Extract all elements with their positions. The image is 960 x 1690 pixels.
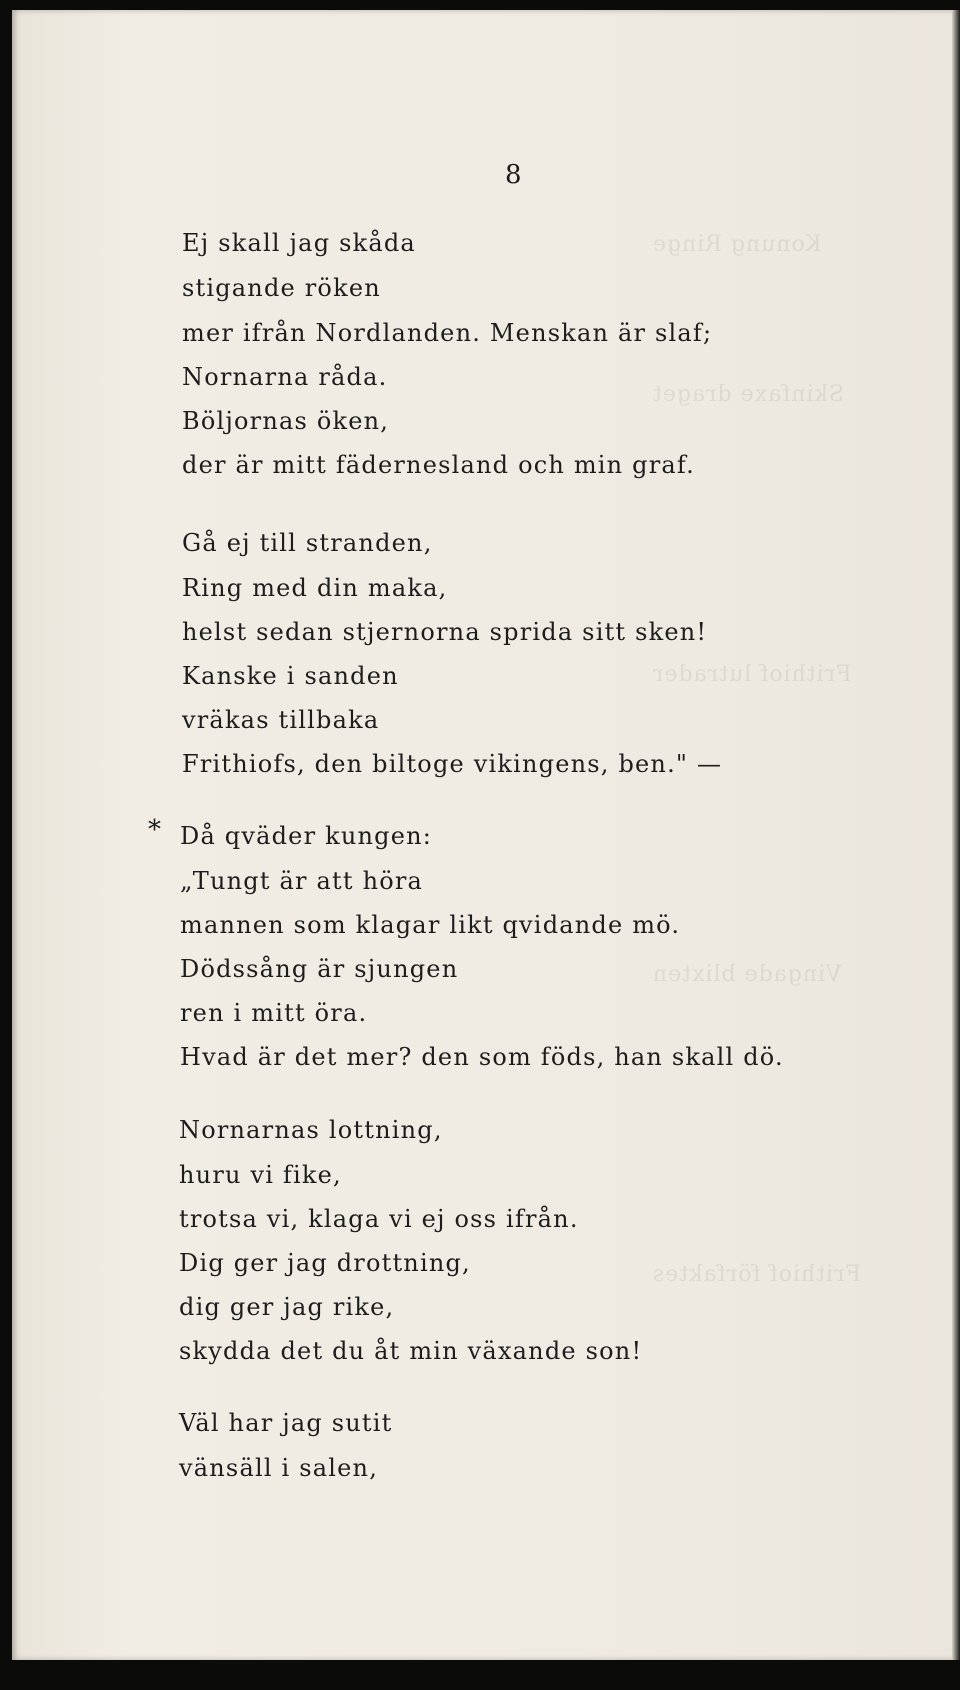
poem-line: Dödssång är sjungen bbox=[180, 955, 459, 983]
poem-line: mer ifrån Nordlanden. Menskan är slaf; bbox=[182, 319, 713, 347]
poem-line: Gå ej till stranden, bbox=[182, 529, 433, 557]
bleed-through-text: Vingade blixten bbox=[652, 962, 842, 987]
poem-line: Ring med din maka, bbox=[182, 574, 448, 602]
poem-line: Hvad är det mer? den som föds, han skall dö. bbox=[180, 1043, 784, 1071]
poem-line: Böljornas öken, bbox=[182, 407, 390, 435]
bleed-through-text: Frithiof förfaktes bbox=[652, 1262, 861, 1287]
poem-line: vänsäll i salen, bbox=[179, 1454, 379, 1482]
poem-line: skydda det du åt min växande son! bbox=[179, 1337, 643, 1365]
poem-line: helst sedan stjernorna sprida sitt sken! bbox=[182, 618, 708, 646]
poem-line: Dig ger jag drottning, bbox=[179, 1249, 471, 1277]
poem-line: trotsa vi, klaga vi ej oss ifrån. bbox=[179, 1205, 579, 1233]
poem-line: Frithiofs, den biltoge vikingens, ben." — bbox=[182, 750, 723, 778]
bleed-through-text: Frithiof lutrader bbox=[652, 662, 852, 687]
poem-line: der är mitt fädernesland och min graf. bbox=[182, 451, 695, 479]
poem-line: ren i mitt öra. bbox=[180, 999, 368, 1027]
poem-line: Väl har jag sutit bbox=[179, 1409, 393, 1437]
book-page bbox=[12, 10, 960, 1660]
poem-line: stigande röken bbox=[182, 274, 381, 302]
poem-line: Då qväder kungen: bbox=[180, 822, 433, 850]
poem-line: dig ger jag rike, bbox=[179, 1293, 395, 1321]
poem-line: huru vi fike, bbox=[179, 1161, 342, 1189]
poem-line: Ej skall jag skåda bbox=[182, 229, 416, 257]
poem-line: mannen som klagar likt qvidande mö. bbox=[180, 911, 681, 939]
bleed-through-text: Konung Ringe bbox=[652, 232, 822, 257]
poem-line: vräkas tillbaka bbox=[182, 706, 380, 734]
poem-line: Kanske i sanden bbox=[182, 662, 399, 690]
poem-line: Nornarnas lottning, bbox=[179, 1116, 443, 1144]
bleed-through-text: Skinfaxe draget bbox=[652, 382, 844, 407]
poem-line: Nornarna råda. bbox=[182, 363, 388, 391]
page-edge-shadow bbox=[952, 10, 960, 1660]
stanza-marker: * bbox=[148, 815, 161, 845]
page-number: 8 bbox=[505, 160, 522, 190]
poem-line: „Tungt är att höra bbox=[180, 867, 424, 895]
